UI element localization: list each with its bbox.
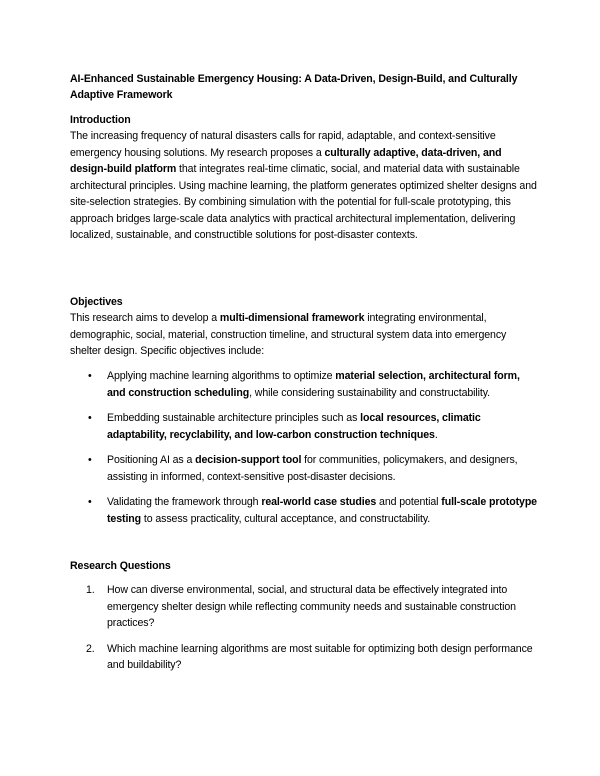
objectives-text-2: integrating environmental, demographic, social, material, construction timeline, and structural system data into emergency shelter design. Specific objectives include:	[70, 312, 507, 357]
item-text: Validating the framework through	[107, 496, 262, 508]
list-item	[70, 641, 540, 674]
item-text: for communities, policymakers, and designers, assisting in informed, context-sensitive post-disaster decisions.	[107, 454, 518, 483]
item-text: Embedding sustainable architecture principles such as	[107, 412, 361, 424]
item-text: Positioning AI as a	[107, 454, 196, 466]
introduction-heading: Introduction	[70, 114, 131, 126]
item-bold: material selection, architectural form, and construction scheduling	[107, 370, 520, 399]
intro-text-1: The increasing frequency of natural disasters calls for rapid, adaptable, and context-sensitive emergency housing solutions. My research proposes a	[70, 130, 496, 159]
bullet-marker: •	[88, 496, 92, 508]
item-text: to assess practicality, cultural acceptance, and constructability.	[141, 512, 431, 525]
item-text: How can diverse environmental, social, and structural data be effectively integrated into emergency shelter design while reflecting community needs and sustainable construction practices?	[107, 584, 516, 629]
intro-bold-1: culturally adaptive, data-driven, and design-build platform	[70, 146, 502, 175]
introduction-paragraph	[70, 128, 540, 244]
objectives-text-1: This research aims to develop a	[70, 312, 220, 324]
research-questions-list	[70, 582, 540, 674]
item-text: .	[434, 428, 438, 441]
research-questions-heading: Research Questions	[70, 560, 171, 572]
list-item	[70, 410, 540, 443]
list-item	[70, 582, 540, 632]
list-item	[70, 368, 540, 401]
item-text: Applying machine learning algorithms to optimize	[107, 370, 336, 382]
objectives-heading: Objectives	[70, 296, 123, 308]
item-bold: decision-support tool	[195, 454, 302, 466]
list-item	[70, 452, 540, 485]
bullet-marker: •	[88, 454, 92, 466]
objectives-bold-1: multi-dimensional framework	[219, 312, 365, 324]
number-marker: 1.	[86, 584, 95, 596]
item-bold: local resources, climatic adaptability, recyclability, and low-carbon construction techniques	[107, 412, 481, 441]
bullet-marker: •	[88, 412, 92, 424]
bullet-marker: •	[88, 370, 92, 382]
item-text: and potential	[376, 496, 442, 508]
document-title: AI-Enhanced Sustainable Emergency Housing: A Data-Driven, Design-Build, and Culturally Adaptive Framework	[70, 73, 518, 102]
objectives-list	[70, 368, 540, 527]
intro-text-2: that integrates real-time climatic, social, and material data with sustainable architectural principles. Using machine learning, the platform generates optimized shelter designs and site-selection strategies. By combining simulation with the potential for full-scale prototyping, this approach bridges large-scale data analytics with practical architectural implementation, delivering localized, sustainable, and constructible solutions for post-disaster contexts.	[70, 163, 537, 241]
item-text: Which machine learning algorithms are most suitable for optimizing both design performance and buildability?	[107, 642, 533, 671]
item-bold: full-scale prototype testing	[107, 496, 537, 525]
item-bold: real-world case studies	[261, 496, 377, 508]
number-marker: 2.	[86, 642, 95, 655]
list-item	[70, 494, 540, 527]
item-text: , while considering sustainability and constructability.	[249, 386, 491, 399]
objectives-paragraph	[70, 310, 540, 360]
